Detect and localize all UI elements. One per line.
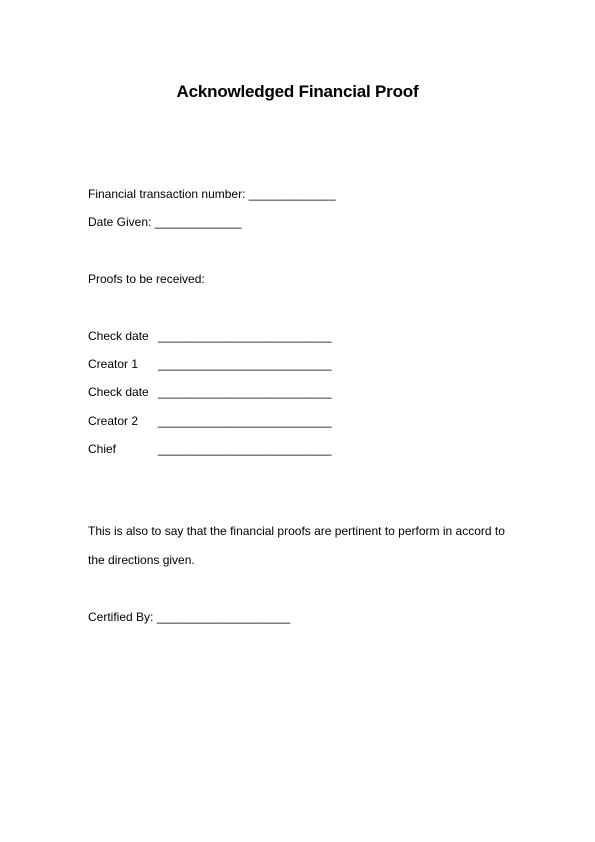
row-label-creator-2: Creator 2 xyxy=(88,414,139,428)
row-blank-creator-1: __________________________ xyxy=(158,357,332,371)
row-label-chief: Chief xyxy=(88,442,117,456)
row-blank-check-date-1: __________________________ xyxy=(158,329,332,343)
date-given-field: Date Given: _____________ xyxy=(88,215,242,229)
row-label-check-date-2: Check date xyxy=(88,385,149,399)
certified-by-field: Certified By: ____________________ xyxy=(88,610,291,624)
row-blank-check-date-2: __________________________ xyxy=(158,385,332,399)
row-label-check-date-1: Check date xyxy=(88,329,149,343)
transaction-number-field: Financial transaction number: _____________ xyxy=(88,187,336,201)
proofs-heading: Proofs to be received: xyxy=(88,272,205,286)
row-label-creator-1: Creator 1 xyxy=(88,357,139,371)
row-blank-chief: __________________________ xyxy=(158,442,332,456)
statement-line-2: the directions given. xyxy=(88,553,195,567)
statement-line-1: This is also to say that the financial proofs are pertinent to perform in accord to xyxy=(88,524,505,538)
row-blank-creator-2: __________________________ xyxy=(158,414,332,428)
document-title: Acknowledged Financial Proof xyxy=(176,82,419,101)
